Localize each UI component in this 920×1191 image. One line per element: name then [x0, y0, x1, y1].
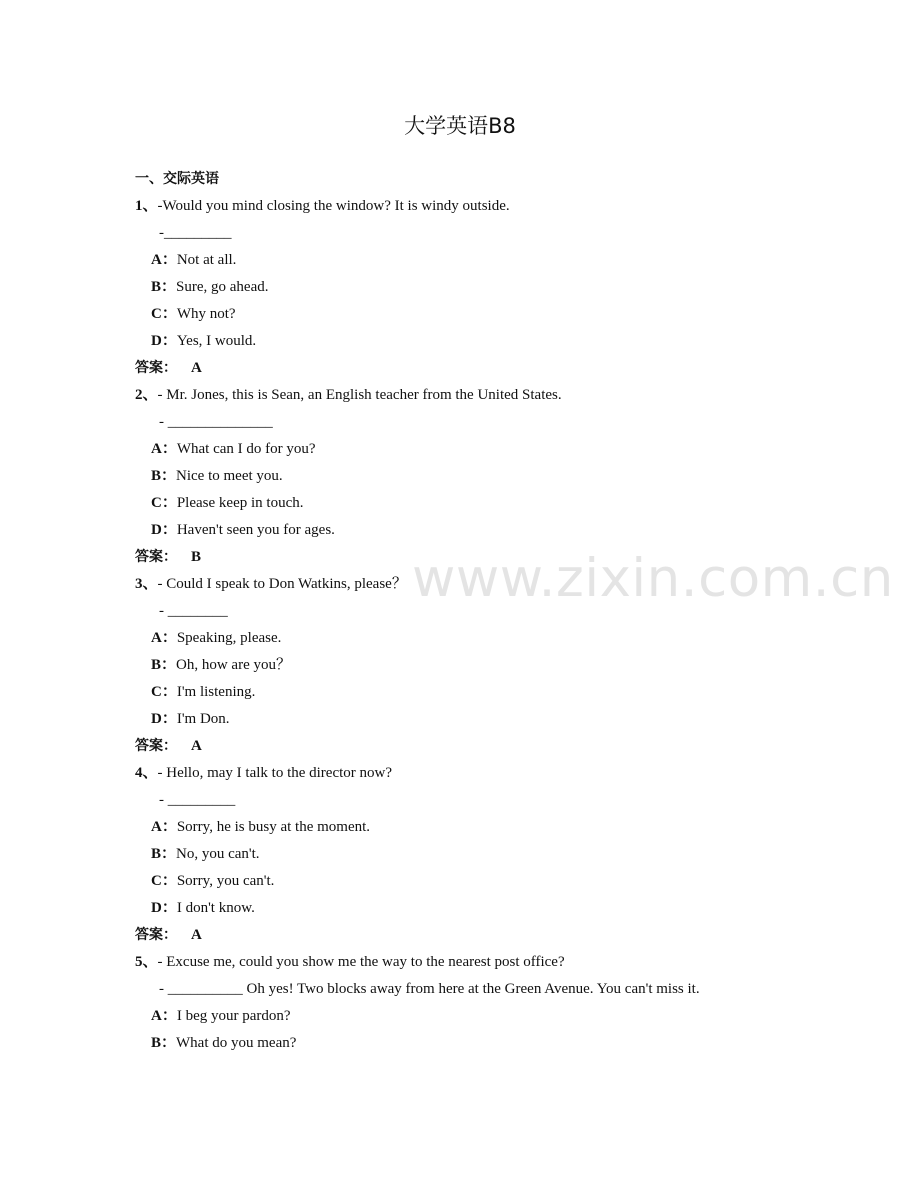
- answer-option: [135, 301, 835, 328]
- answer-option: [135, 1003, 835, 1030]
- question-prompt: [135, 382, 835, 409]
- response-blank: - __________ Oh yes! Two blocks away from here at the Green Avenue. You can't miss it.: [159, 981, 700, 997]
- question-number: 1、: [135, 198, 158, 214]
- question-text: -Would you mind closing the window? It is windy outside.: [157, 198, 510, 214]
- answer-option: [135, 814, 835, 841]
- question-list: [135, 166, 835, 1057]
- answer-label: 答案：: [135, 360, 177, 376]
- option-text: Speaking, please.: [176, 630, 282, 646]
- answer-option: [135, 463, 835, 490]
- question-block: [135, 382, 835, 571]
- option-text: I beg your pardon?: [176, 1008, 291, 1024]
- question-text: - Mr. Jones, this is Sean, an English teacher from the United States.: [157, 387, 562, 403]
- option-letter: C：: [151, 684, 177, 700]
- question-block: [135, 571, 835, 760]
- option-letter: B：: [151, 1035, 177, 1051]
- option-letter: C：: [151, 495, 177, 511]
- option-text: Why not?: [176, 306, 236, 322]
- option-letter: C：: [151, 306, 177, 322]
- option-letter: D：: [151, 522, 177, 538]
- answer-option: [135, 895, 835, 922]
- question-block: [135, 949, 835, 1057]
- option-text: Sure, go ahead.: [176, 279, 269, 295]
- option-text: I'm Don.: [176, 711, 230, 727]
- question-text: - Excuse me, could you show me the way to the nearest post office?: [157, 954, 565, 970]
- questions-container: [135, 193, 835, 1057]
- option-text: I'm listening.: [176, 684, 256, 700]
- option-text: Nice to meet you.: [176, 468, 283, 484]
- answer-label: 答案：: [135, 549, 177, 565]
- answer-value: A: [191, 360, 202, 376]
- option-text: Yes, I would.: [176, 333, 257, 349]
- option-letter: A：: [151, 819, 177, 835]
- option-letter: B：: [151, 279, 177, 295]
- option-text: Not at all.: [176, 252, 237, 268]
- answer-value: A: [191, 927, 202, 943]
- page-title: 大学英语B8: [404, 114, 516, 138]
- option-letter: A：: [151, 252, 177, 268]
- answer-option: [135, 706, 835, 733]
- option-text: Sorry, you can't.: [176, 873, 275, 889]
- question-prompt: [135, 949, 835, 976]
- option-text: Please keep in touch.: [176, 495, 304, 511]
- watermark: www.zixin.com.cn: [412, 548, 894, 609]
- answer-option: [135, 679, 835, 706]
- question-block: [135, 193, 835, 382]
- question-number: 5、: [135, 954, 158, 970]
- question-text: - Could I speak to Don Watkins, please？: [157, 576, 407, 592]
- question-prompt: [135, 193, 835, 220]
- option-text: What do you mean?: [176, 1035, 297, 1051]
- answer-line: [135, 733, 835, 760]
- option-letter: D：: [151, 900, 177, 916]
- response-blank: - ______________: [159, 414, 273, 430]
- question-number: 2、: [135, 387, 158, 403]
- response-blank: - _________: [159, 792, 236, 808]
- answer-value: B: [191, 549, 202, 565]
- option-letter: A：: [151, 630, 177, 646]
- answer-option: [135, 868, 835, 895]
- answer-option: [135, 328, 835, 355]
- answer-option: [135, 625, 835, 652]
- section-heading: 一、交际英语: [135, 171, 219, 187]
- option-text: No, you can't.: [176, 846, 260, 862]
- answer-label: 答案：: [135, 927, 177, 943]
- answer-option: [135, 247, 835, 274]
- answer-value: A: [191, 738, 202, 754]
- answer-option: [135, 652, 835, 679]
- answer-line: [135, 544, 835, 571]
- answer-line: [135, 922, 835, 949]
- option-letter: B：: [151, 657, 177, 673]
- question-number: 3、: [135, 576, 158, 592]
- question-prompt: [135, 760, 835, 787]
- question-prompt: [135, 571, 835, 598]
- answer-label: 答案：: [135, 738, 177, 754]
- answer-option: [135, 436, 835, 463]
- option-letter: A：: [151, 441, 177, 457]
- response-blank: - ________: [159, 603, 228, 619]
- option-letter: B：: [151, 468, 177, 484]
- answer-line: [135, 355, 835, 382]
- option-text: Haven't seen you for ages.: [176, 522, 335, 538]
- option-letter: D：: [151, 711, 177, 727]
- question-number: 4、: [135, 765, 158, 781]
- question-block: [135, 760, 835, 949]
- option-letter: B：: [151, 846, 177, 862]
- option-text: Sorry, he is busy at the moment.: [176, 819, 371, 835]
- option-text: Oh, how are you？: [176, 657, 291, 673]
- response-blank: -_________: [159, 225, 232, 241]
- option-letter: A：: [151, 1008, 177, 1024]
- answer-option: [135, 841, 835, 868]
- answer-option: [135, 517, 835, 544]
- answer-option: [135, 1030, 835, 1057]
- option-text: What can I do for you?: [176, 441, 316, 457]
- option-letter: D：: [151, 333, 177, 349]
- answer-option: [135, 274, 835, 301]
- question-text: - Hello, may I talk to the director now?: [157, 765, 393, 781]
- option-letter: C：: [151, 873, 177, 889]
- option-text: I don't know.: [176, 900, 255, 916]
- answer-option: [135, 490, 835, 517]
